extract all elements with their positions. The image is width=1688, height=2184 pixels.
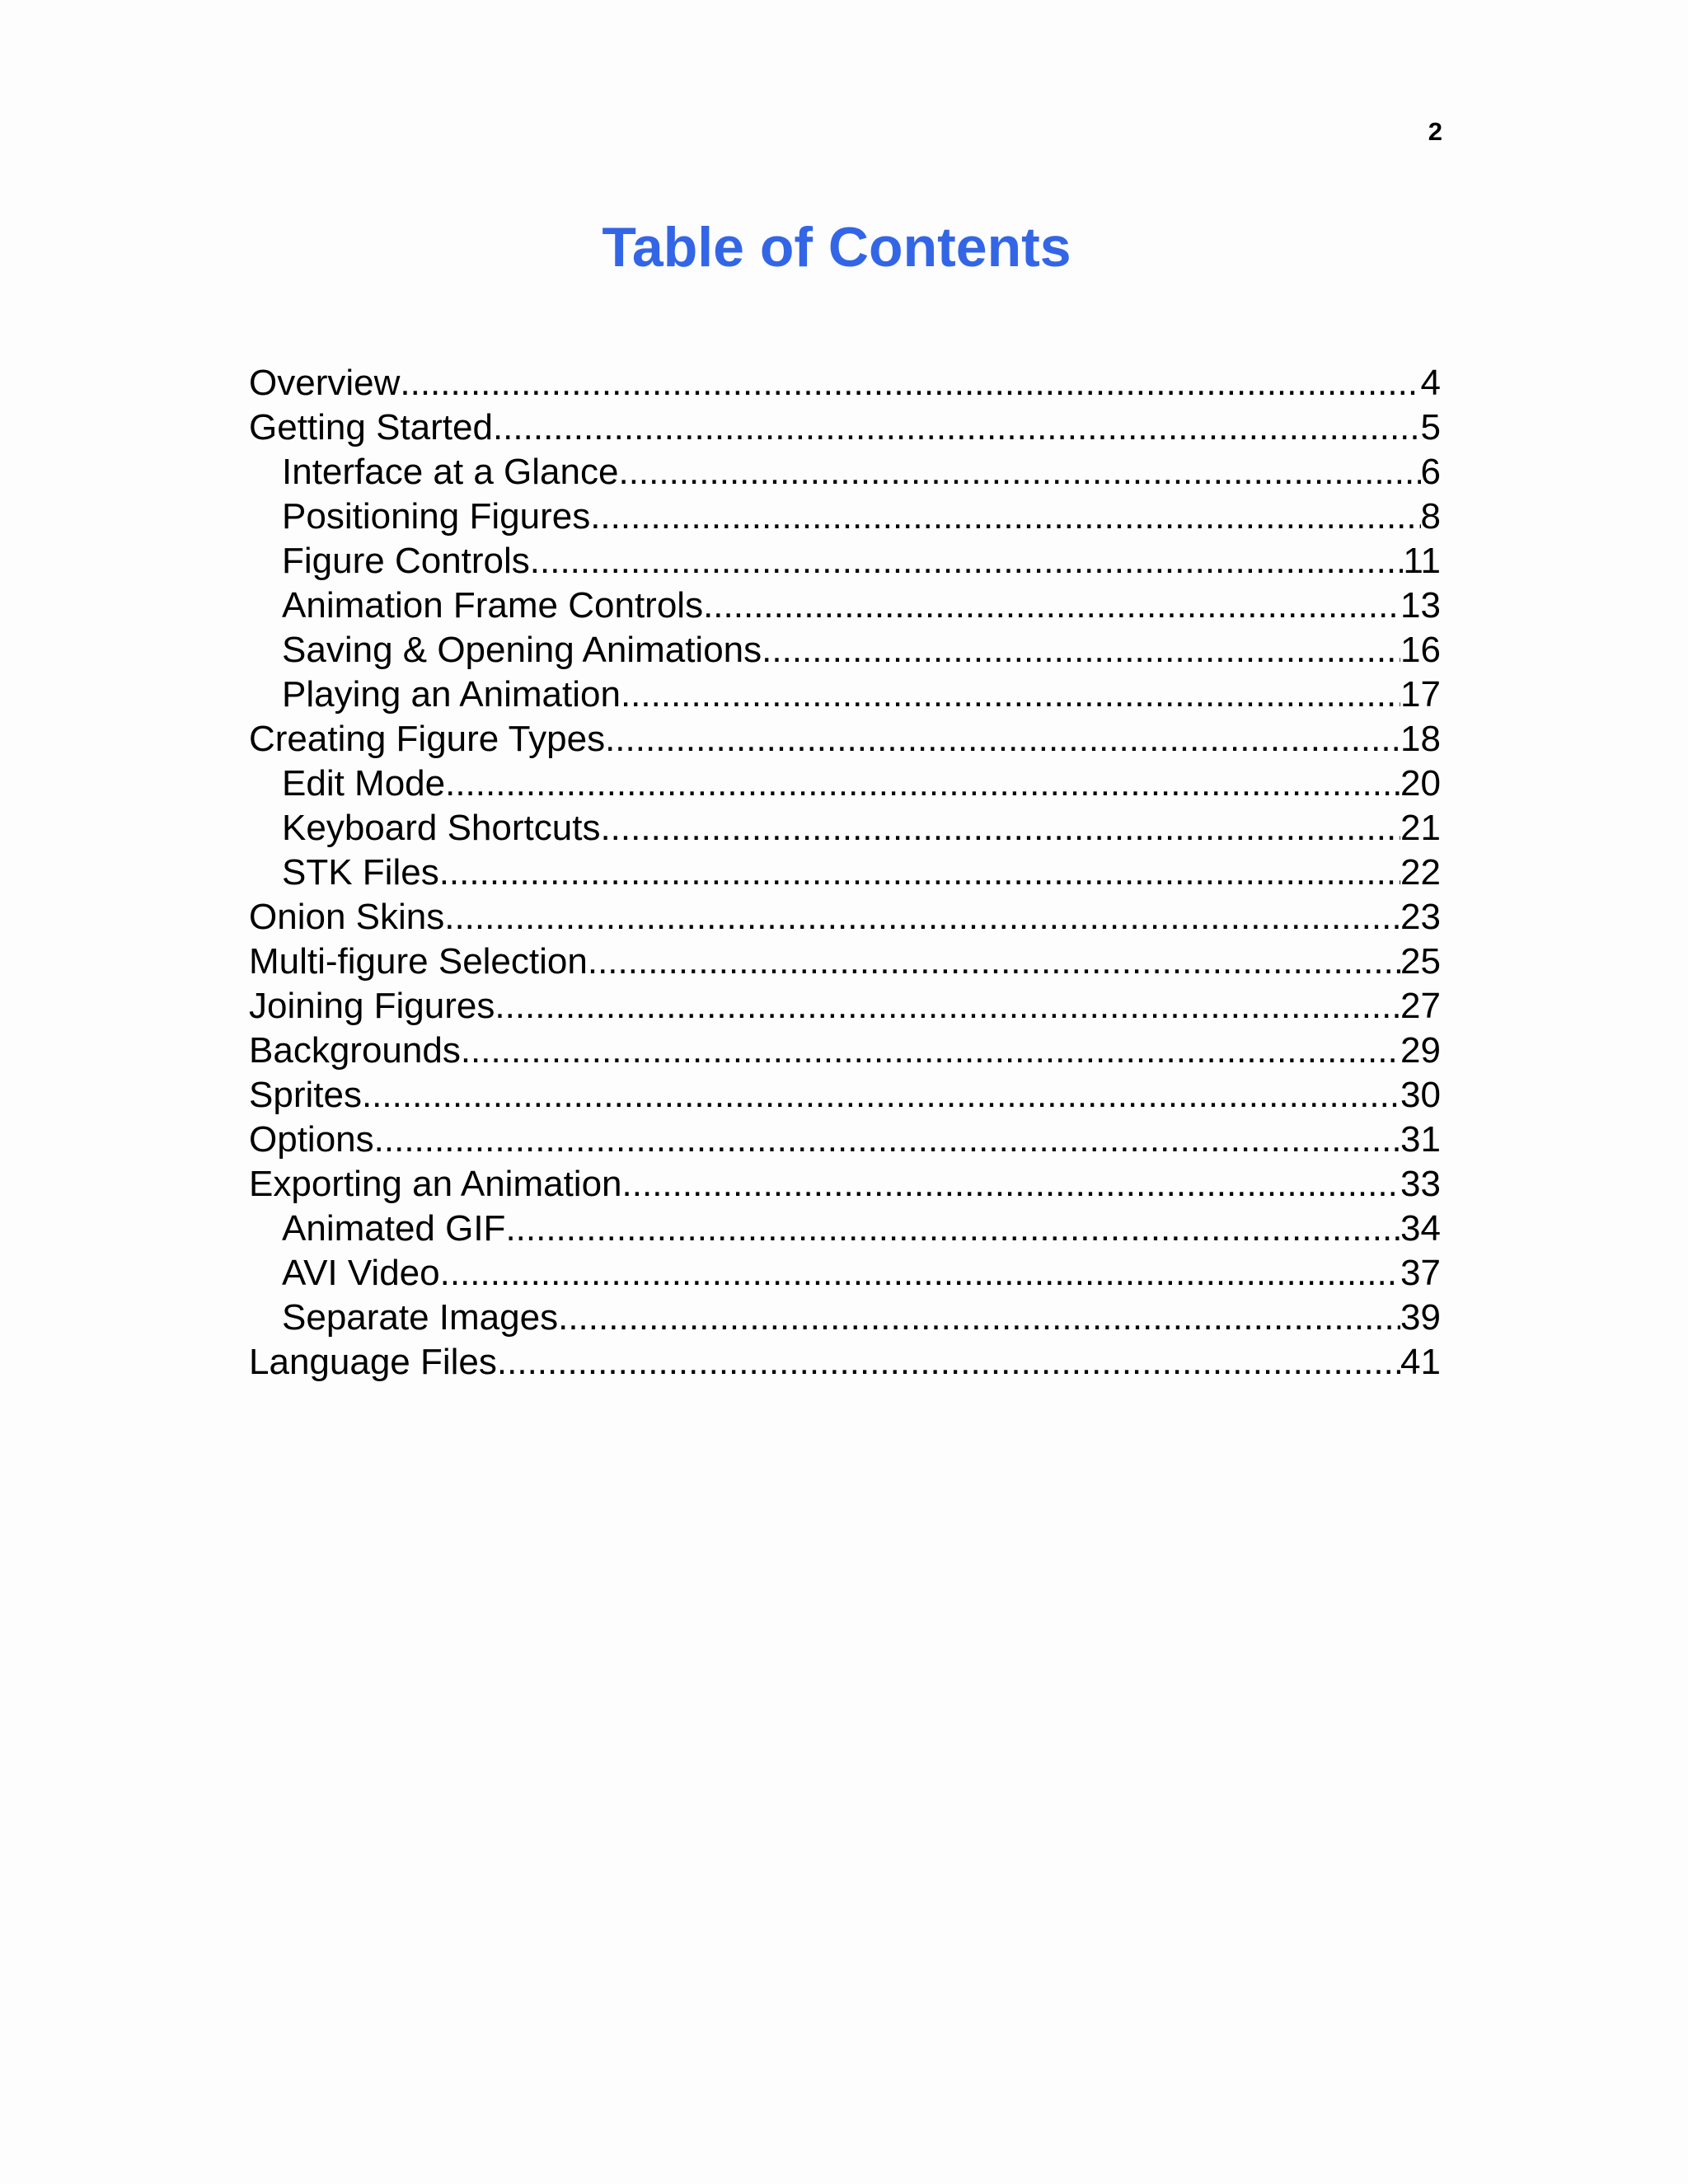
toc-entry-page: 8	[1420, 496, 1441, 537]
page-title: Table of Contents	[602, 216, 1071, 279]
toc-entry[interactable]	[249, 851, 1441, 895]
toc-entry-label: Separate Images	[282, 1297, 559, 1338]
toc-entry-page: 17	[1400, 674, 1441, 715]
toc-entry-label: Playing an Animation	[282, 674, 621, 715]
toc-entry[interactable]	[249, 895, 1441, 940]
toc-entry-label: Joining Figures	[249, 986, 495, 1026]
toc-entry[interactable]	[249, 1296, 1441, 1340]
toc-entry-label: Animation Frame Controls	[282, 585, 704, 626]
toc-entry-page: 31	[1400, 1119, 1441, 1160]
toc-entry-page: 27	[1400, 986, 1441, 1026]
toc-entry-label: Backgrounds	[249, 1030, 461, 1071]
toc-dot-leader	[703, 583, 1400, 628]
toc-dot-leader	[440, 1251, 1400, 1296]
toc-entry-page: 25	[1400, 941, 1441, 982]
toc-dot-leader	[621, 673, 1400, 717]
toc-entry-label: STK Files	[282, 852, 439, 893]
toc-entry[interactable]	[249, 583, 1441, 628]
toc-entry-page: 37	[1400, 1253, 1441, 1293]
toc-entry[interactable]	[249, 940, 1441, 984]
toc-dot-leader	[530, 539, 1404, 583]
toc-dot-leader	[605, 717, 1400, 762]
toc-entry-label: AVI Video	[282, 1253, 440, 1293]
toc-entry-page: 21	[1400, 808, 1441, 848]
toc-dot-leader	[439, 851, 1400, 895]
toc-entry-label: Figure Controls	[282, 541, 530, 581]
toc-entry[interactable]	[249, 1207, 1441, 1251]
toc-entry-label: Creating Figure Types	[249, 719, 606, 759]
toc-entry-page: 20	[1400, 763, 1441, 804]
toc-dot-leader	[497, 1340, 1400, 1385]
toc-entry[interactable]	[249, 1029, 1441, 1073]
toc-entry[interactable]	[249, 361, 1441, 405]
page-number: 2	[1428, 117, 1442, 146]
toc-entry[interactable]	[249, 984, 1441, 1029]
toc-entry-page: 5	[1420, 407, 1441, 448]
toc-entry-label: Edit Mode	[282, 763, 446, 804]
toc-entry[interactable]	[249, 450, 1441, 494]
toc-entry-label: Getting Started	[249, 407, 493, 448]
toc-dot-leader	[622, 1162, 1401, 1207]
toc-dot-leader	[558, 1296, 1400, 1340]
toc-entry[interactable]	[249, 762, 1441, 806]
toc-entry[interactable]	[249, 1251, 1441, 1296]
toc-entry[interactable]	[249, 717, 1441, 762]
toc-entry-label: Interface at a Glance	[282, 452, 619, 492]
toc-dot-leader	[493, 405, 1421, 450]
toc-entry-label: Keyboard Shortcuts	[282, 808, 601, 848]
toc-entry-label: Language Files	[249, 1342, 497, 1382]
toc-entry-page: 41	[1400, 1342, 1441, 1382]
toc-entry-page: 30	[1400, 1075, 1441, 1115]
toc-entry-label: Saving & Opening Animations	[282, 630, 762, 670]
toc-dot-leader	[400, 361, 1420, 405]
toc-dot-leader	[590, 494, 1420, 539]
toc-entry-page: 6	[1420, 452, 1441, 492]
toc-entry-label: Exporting an Animation	[249, 1164, 622, 1204]
toc-entry-page: 39	[1400, 1297, 1441, 1338]
toc-dot-leader	[618, 450, 1420, 494]
toc-entry-label: Onion Skins	[249, 897, 445, 937]
toc-dot-leader	[600, 806, 1400, 851]
toc-dot-leader	[362, 1073, 1400, 1118]
toc-entry[interactable]	[249, 1162, 1441, 1207]
toc-entry-page: 34	[1400, 1208, 1441, 1249]
toc-entry-page: 22	[1400, 852, 1441, 893]
toc-entry-page: 29	[1400, 1030, 1441, 1071]
toc-entry-label: Overview	[249, 363, 401, 403]
toc-dot-leader	[588, 940, 1400, 984]
toc-entry[interactable]	[249, 1118, 1441, 1162]
toc-entry-label: Animated GIF	[282, 1208, 506, 1249]
toc-entry[interactable]	[249, 1073, 1441, 1118]
toc-entry-page: 23	[1400, 897, 1441, 937]
toc-entry-page: 16	[1400, 630, 1441, 670]
toc-dot-leader	[762, 628, 1400, 673]
toc-dot-leader	[461, 1029, 1400, 1073]
toc-entry[interactable]	[249, 539, 1441, 583]
toc-entry-label: Sprites	[249, 1075, 362, 1115]
toc-entry[interactable]	[249, 673, 1441, 717]
toc-entry-page: 11	[1403, 541, 1441, 581]
toc-dot-leader	[444, 895, 1400, 940]
toc-entry-page: 13	[1400, 585, 1441, 626]
toc-dot-leader	[505, 1207, 1400, 1251]
toc-entry[interactable]	[249, 405, 1441, 450]
toc-entry-page: 33	[1400, 1164, 1441, 1204]
toc-entry[interactable]	[249, 628, 1441, 673]
toc-entry[interactable]	[249, 1340, 1441, 1385]
toc-dot-leader	[495, 984, 1400, 1029]
toc-entry-page: 4	[1420, 363, 1441, 403]
toc-entry-page: 18	[1400, 719, 1441, 759]
toc-entry-label: Positioning Figures	[282, 496, 591, 537]
toc-list	[249, 361, 1441, 1385]
toc-entry[interactable]	[249, 806, 1441, 851]
toc-entry[interactable]	[249, 494, 1441, 539]
toc-entry-label: Multi-figure Selection	[249, 941, 588, 982]
toc-entry-label: Options	[249, 1119, 374, 1160]
toc-dot-leader	[374, 1118, 1400, 1162]
toc-dot-leader	[445, 762, 1400, 806]
